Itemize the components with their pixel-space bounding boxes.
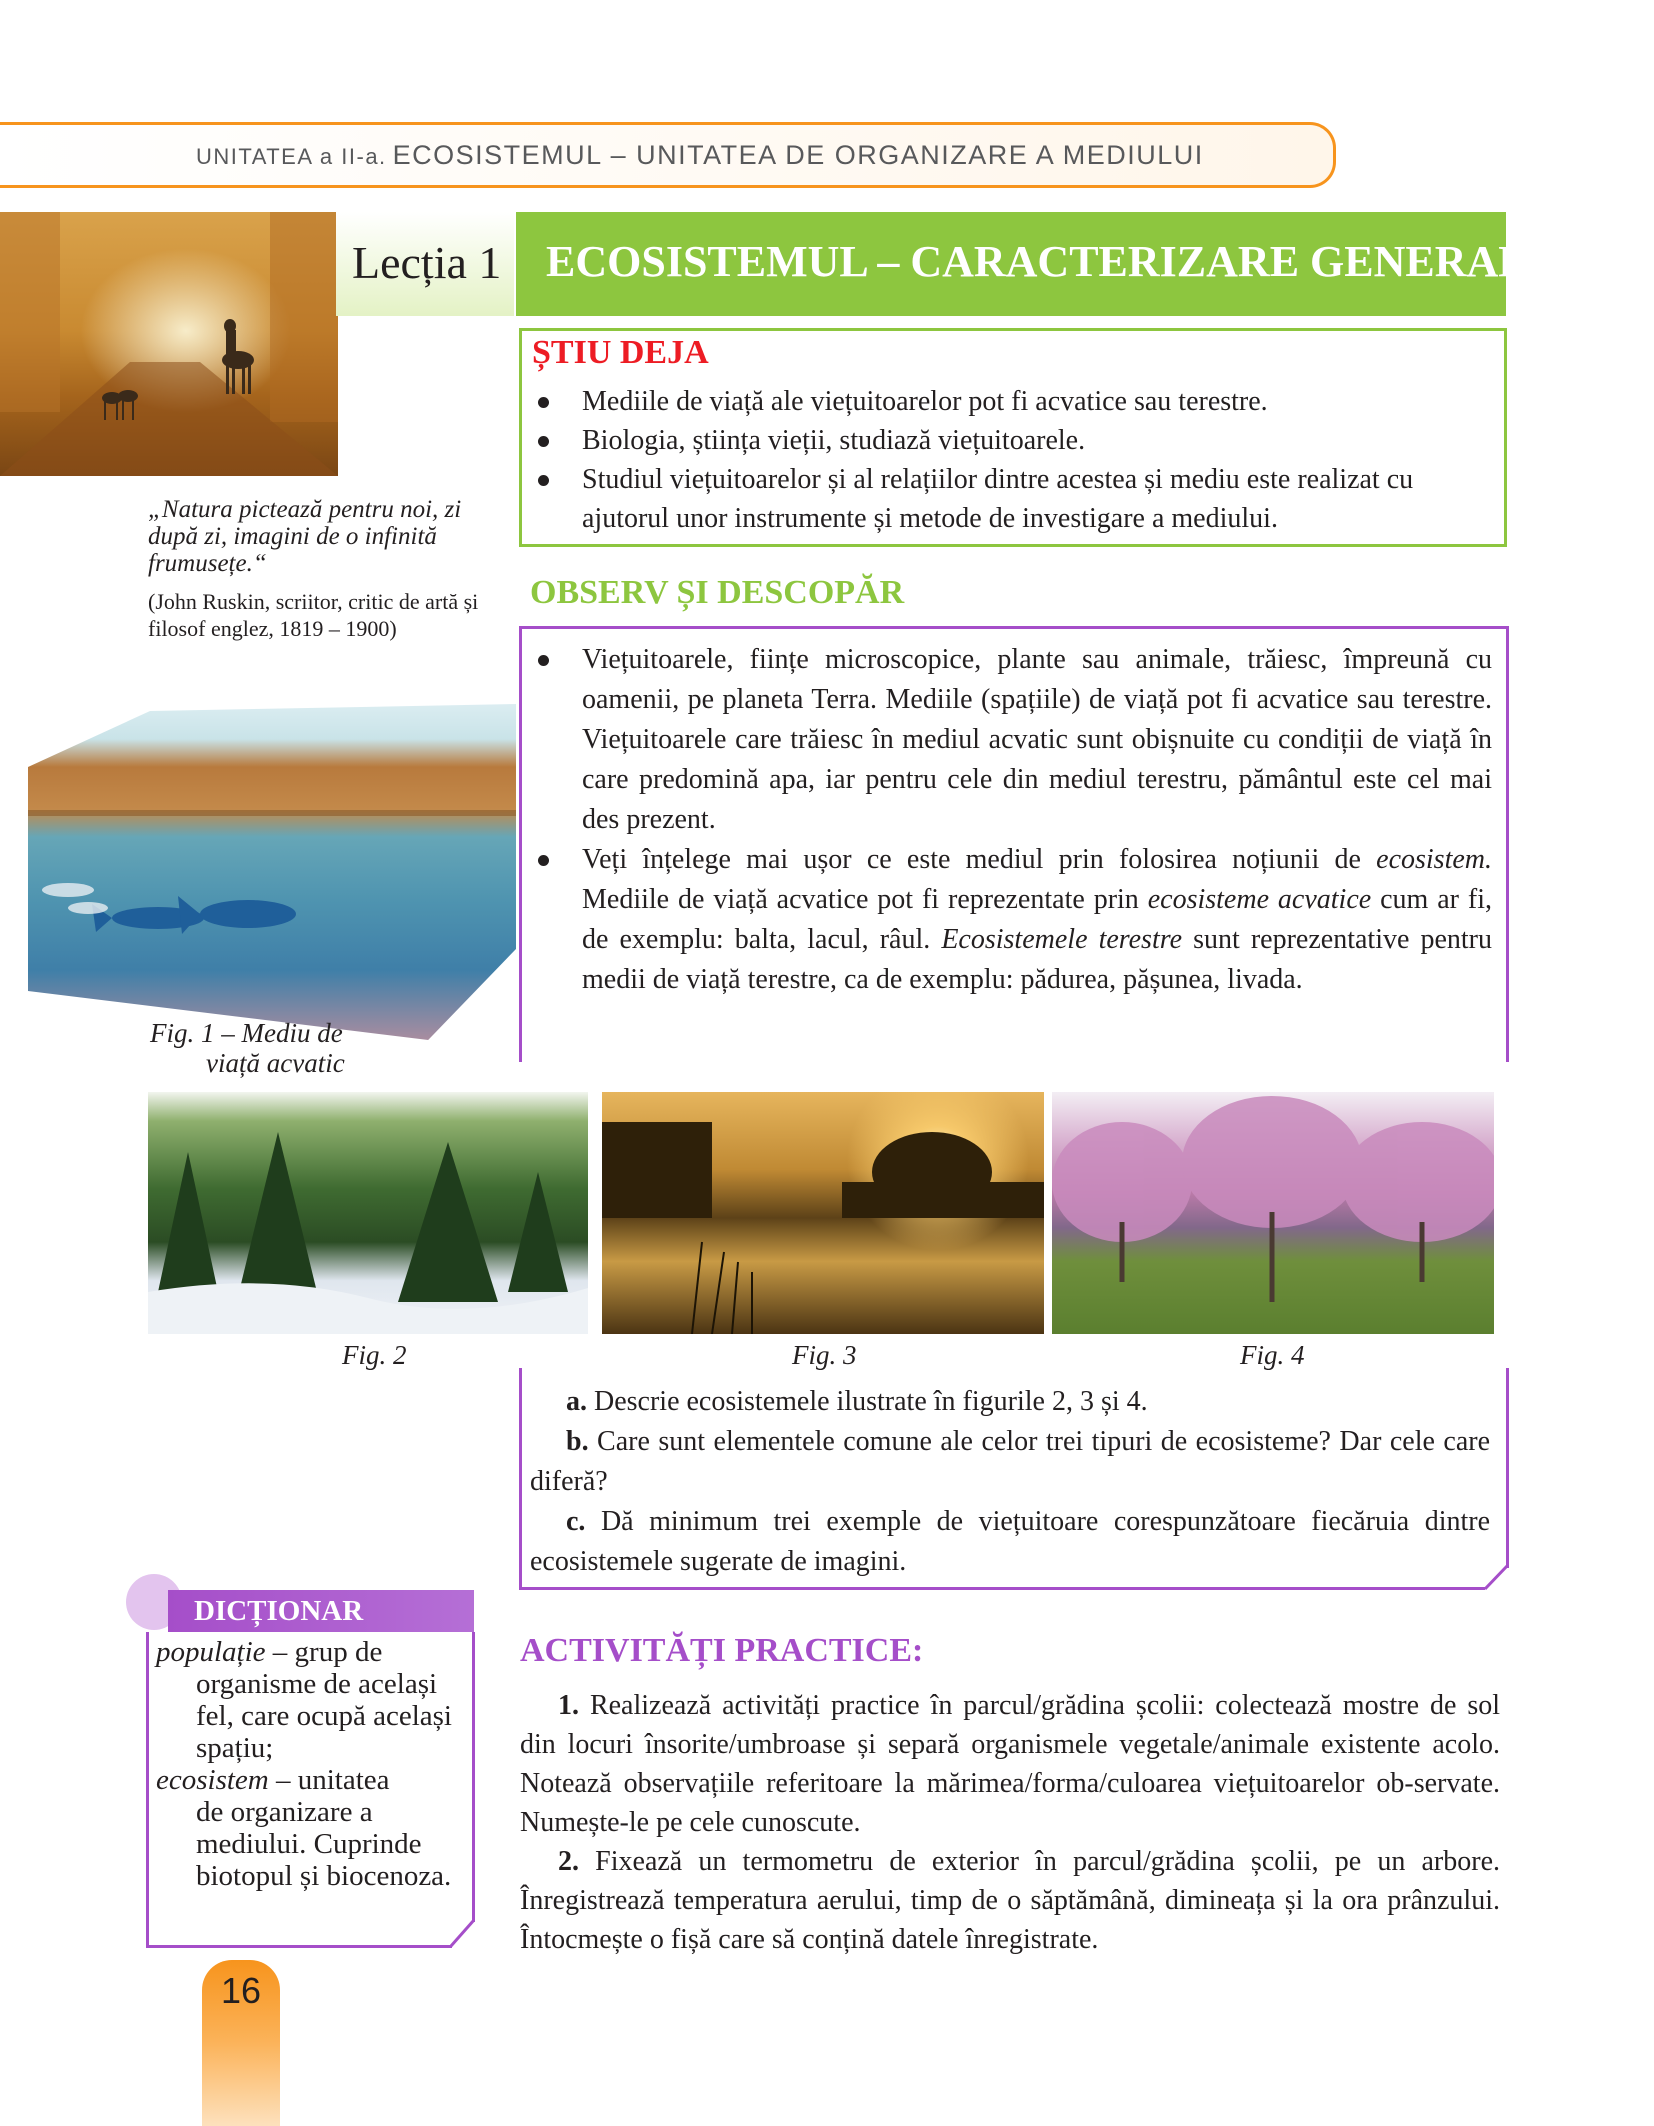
list-item: Viețuitoarele, ființe microscopice, plante sau animale, trăiesc, împreună cu oamenii, pe planeta Terra. Mediile (spațiile) de viață pot fi acvatice sau terestre. Viețuitoarele care trăiesc în mediul acvatic sunt obișnuite cu condiții de viață în care predomină apa, iar pentru cele din mediul terestru, pământul este cel mai des prezent. (522, 640, 1492, 840)
fig1-caption-line2: viață acvatic (206, 1048, 345, 1078)
term-ecosisteme-terestre: Ecosistemele terestre (941, 924, 1183, 955)
autumn-forest-deer-image (0, 212, 338, 476)
dictionary-definition: organisme de același fel, care ocupă același spațiu; (196, 1668, 452, 1764)
question-text: Care sunt elementele comune ale celor trei tipuri de ecosisteme? Dar cele care diferă? (530, 1426, 1490, 1497)
fig2-caption: Fig. 2 (342, 1340, 407, 1370)
observ-box-border (519, 626, 1509, 629)
question-text: Dă minimum trei exemple de viețuitoare corespunzătoare fiecăruia dintre ecosistemele sugerate de imagini. (530, 1506, 1490, 1577)
fig3-caption: Fig. 3 (792, 1340, 857, 1370)
page-number: 16 (220, 1970, 262, 2011)
activity-item (520, 1842, 1500, 1959)
dictionary-definition: – grup de (265, 1636, 383, 1668)
list-item (522, 840, 1492, 1000)
dictionary-definition: – unitatea (268, 1764, 390, 1796)
observ-text: Mediile de viață acvatice pot fi reprezentate prin (582, 884, 1148, 915)
pond-sunrise-image (602, 1092, 1044, 1334)
stiu-deja-list (522, 382, 1502, 538)
lesson-title: ECOSISTEMUL – CARACTERIZARE GENERALĂ (546, 237, 1560, 286)
snowy-forest-image (148, 1092, 588, 1334)
activity-number: 2. (558, 1846, 579, 1877)
activity-item (520, 1686, 1500, 1842)
unit-prefix: UNITATEA a II-a. (196, 144, 387, 169)
observ-box-border (519, 1587, 1485, 1590)
observ-heading: OBSERV ȘI DESCOPĂR (530, 574, 905, 611)
term-ecosistem: ecosistem. (1376, 844, 1492, 875)
list-item: Mediile de viață ale viețuitoarelor pot fi acvatice sau terestre. (522, 382, 1502, 421)
unit-title: ECOSISTEMUL – UNITATEA DE ORGANIZARE A MEDIULUI (392, 140, 1204, 170)
observ-box-border (1506, 1368, 1509, 1568)
dictionary-term: ecosistem (156, 1764, 269, 1796)
dictionary-box-corner (450, 1920, 476, 1948)
dictionary-entry-ecosistem (156, 1764, 468, 1892)
question-item (530, 1422, 1490, 1502)
activities-block (520, 1686, 1500, 1959)
blooming-orchard-image (1052, 1092, 1494, 1334)
dictionary-heading: DICȚIONAR (194, 1595, 364, 1627)
observ-text: sunt reprezentative pentru medii de viață terestre, ca de exemplu: pădurea, pășunea, livada. (582, 924, 1492, 995)
questions-block (530, 1382, 1490, 1582)
quote-author: (John Ruskin, scriitor, critic de artă și filosof englez, 1819 – 1900) (148, 589, 479, 641)
observ-box-border (519, 1368, 522, 1590)
dictionary-box-border (472, 1632, 475, 1922)
question-letter: b. (566, 1426, 589, 1457)
observ-list (522, 640, 1492, 1000)
quote-text: „Natura pictează pentru noi, zi după zi, imagini de o infinită frumusețe.“ (148, 496, 462, 577)
activity-text: Fixează un termometru de exterior în parcul/grădina școlii, pe un arbore. Înregistrează temperatura aerului, timp de o săptămână, dimineața și la ora prânzului. Întocmește o fișă care să conțină datele înregistrate. (520, 1846, 1500, 1955)
fir-trees (148, 1092, 588, 1334)
orchard-trees (1052, 1092, 1494, 1334)
activity-number: 1. (558, 1690, 579, 1721)
dictionary-entries (156, 1636, 468, 1892)
activity-text: Realizează activități practice în parcul/grădina școlii: colectează mostre de sol din locuri însorite/umbroase și separă organismele vegetale/animale existente acolo. Notează observațiile referitoare la mărimea/forma/culoarea viețuitoarelor ob-servate. Numește-le pe cele cunoscute. (520, 1690, 1500, 1838)
aquatic-habitat-image (28, 690, 516, 1040)
dictionary-definition: de organizare a mediului. Cuprinde biotopul și biocenoza. (196, 1796, 452, 1892)
question-item (530, 1502, 1490, 1582)
observ-text: Veți înțelege mai ușor ce este mediul prin folosirea noțiunii de (582, 844, 1377, 875)
question-letter: a. (566, 1386, 587, 1417)
activities-heading: ACTIVITĂȚI PRACTICE: (520, 1632, 924, 1669)
list-item: Biologia, știința vieții, studiază viețuitoarele. (522, 421, 1502, 460)
lesson-number: Lecția 1 (352, 237, 502, 288)
list-item: Studiul viețuitoarelor și al relațiilor dintre acestea și mediu este realizat cu ajutorul unor instrumente și metode de investigare a mediului. (522, 460, 1502, 538)
stiu-deja-heading: ȘTIU DEJA (532, 334, 709, 371)
question-item (530, 1382, 1490, 1422)
term-ecosisteme-acvatice: ecosisteme acvatice (1147, 884, 1372, 915)
dictionary-term: populație (156, 1636, 266, 1668)
observ-text: cum ar fi, de exemplu: balta, lacul, râul. (582, 884, 1492, 955)
unit-header (196, 140, 1204, 171)
observ-box-border (1506, 626, 1509, 1062)
deer-silhouettes (0, 212, 338, 476)
question-text: Descrie ecosistemele ilustrate în figurile 2, 3 și 4. (587, 1386, 1148, 1417)
fig4-caption: Fig. 4 (1240, 1340, 1305, 1370)
fish-illustration (28, 690, 516, 1040)
fig1-caption-line1: Fig. 1 – Mediu de (150, 1018, 343, 1048)
dictionary-entry-populatie (156, 1636, 468, 1764)
pond-reeds (602, 1092, 1044, 1334)
dictionary-box-border (146, 1945, 452, 1948)
question-letter: c. (566, 1506, 586, 1537)
dictionary-box-border (146, 1632, 149, 1948)
